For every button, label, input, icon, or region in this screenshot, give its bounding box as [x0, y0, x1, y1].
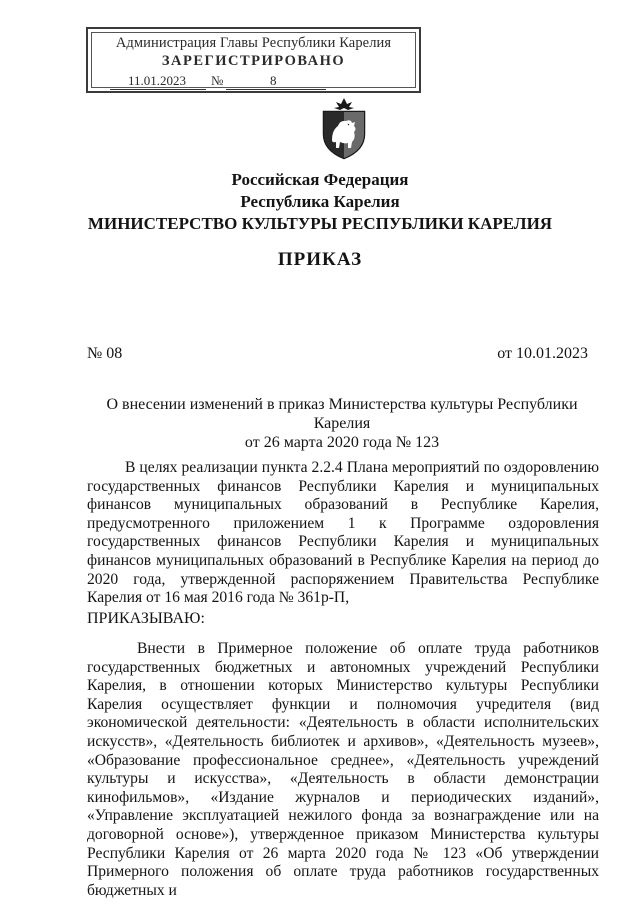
stamp-status: ЗАРЕГИСТРИРОВАНО	[161, 53, 346, 69]
stamp-organization: Администрация Главы Республики Карелия	[115, 35, 392, 51]
subject-line-2: от 26 марта 2020 года № 123	[244, 434, 440, 451]
document-type: ПРИКАЗ	[277, 249, 363, 270]
header-country: Российская Федерация	[231, 170, 409, 189]
main-paragraph: Внести в Примерное положение об оплате труда работников государственных бюджетных и автономных учреждений Республики Карелия, в отношении которых Министерство культуры Республики Карелия осуществляет функции и полномочия учредителя (вид экономической деятельности: «Деятельность в области исполнительских искусств», «Деятельность библиотек и архивов», «Деятельность музеев», «Образование профессиональное среднее», «Деятельность учреждений культуры и искусства», «Деятельность в области демонстрации кинофильмов», «Издание журналов и периодических изданий», «Управление эксплуатацией нежилого фонда за вознаграждение или на договорной основе»), утвержденное приказом Министерства культуры Республики Карелия от 26 марта 2020 года № 123 «Об утверждении Примерного положения об оплате труда работников государственных бюджетных и	[87, 640, 599, 899]
order-date: от 10.01.2023	[497, 345, 588, 362]
stamp-number: 8	[270, 73, 277, 88]
coat-of-arms-icon	[318, 96, 370, 160]
order-subject	[87, 395, 597, 452]
preamble-paragraph: В целях реализации пункта 2.2.4 Плана мероприятий по оздоровлению государственных финансов Республики Карелия и муниципальных финансов муниципальных образований в Республике Карелия, предусмотренного приложением 1 к Программе оздоровления государственных финансов Республики Карелия и муниципальных финансов муниципальных образований в Республике Карелия на период до 2020 года, утвержденной распоряжением Правительства Республике Карелия от 16 мая 2016 года № 361р-П,	[87, 459, 599, 607]
stamp-date: 11.01.2023	[128, 73, 187, 88]
registration-stamp	[86, 27, 421, 93]
order-number: № 08	[87, 345, 123, 362]
header-ministry: МИНИСТЕРСТВО КУЛЬТУРЫ РЕСПУБЛИКИ КАРЕЛИЯ	[87, 214, 553, 233]
header-republic: Республика Карелия	[240, 192, 400, 211]
stamp-date-underline	[110, 89, 206, 90]
stamp-number-label: №	[211, 73, 224, 88]
subject-line-1: О внесении изменений в приказ Министерства культуры Республики Карелия	[106, 396, 578, 432]
stamp-number-underline	[226, 89, 326, 90]
decree-word: ПРИКАЗЫВАЮ:	[87, 610, 205, 627]
